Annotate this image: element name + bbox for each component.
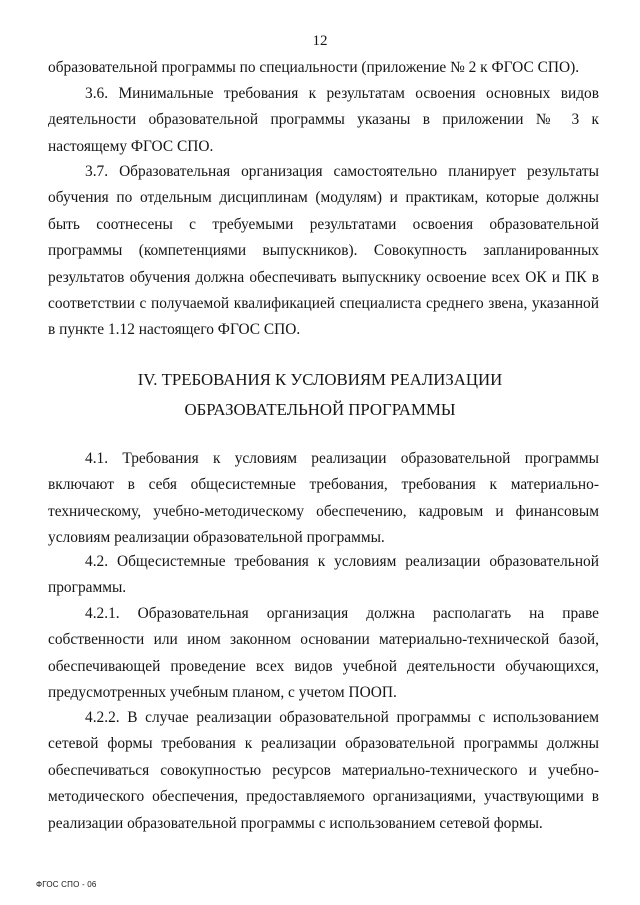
paragraph-4-2-1: 4.2.1. Образовательная организация должна располагать на праве собственности или ином законном основании материально-технической базой, обеспечивающей проведение всех видов учебной деятельности обучающихся, предусмотренных учебным планом, с учетом ПООП. — [48, 605, 599, 702]
paragraph-continuation: образовательной программы по специальности (приложение № 2 к ФГОС СПО). — [48, 59, 580, 76]
footer-code: ФГОС СПО - 06 — [36, 880, 97, 889]
paragraph-4-1: 4.1. Требования к условиям реализации образовательной программы включают в себя общесистемные требования, требования к материально-техническому, учебно-методическому обеспечению, кадровым и финансовым условиям реализации образовательной программы. — [48, 450, 599, 547]
paragraph-4-2-2: 4.2.2. В случае реализации образовательной программы с использованием сетевой формы требования к реализации образовательной программы должны обеспечиваться совокупностью ресурсов материально-технического и учебно-методического обеспечения, предоставляемого организациями, участвующими в реализации образовательной программы с использованием сетевой формы. — [48, 709, 599, 832]
section-heading-line-2: ОБРАЗОВАТЕЛЬНОЙ ПРОГРАММЫ — [184, 400, 456, 419]
paragraph-3-7: 3.7. Образовательная организация самостоятельно планирует результаты обучения по отдельным дисциплинам (модулям) и практикам, которые должны быть соотнесены с требуемыми результатами освоения образовательной программы (компетенциями выпускников). Совокупность запланированных результатов обучения должна обеспечивать выпускнику освоение всех ОК и ПК в соответствии с получаемой квалификацией специалиста среднего звена, указанной в пункте 1.12 настоящего ФГОС СПО. — [48, 163, 599, 339]
page-number: 12 — [312, 33, 328, 49]
paragraph-3-6: 3.6. Минимальные требования к результатам освоения основных видов деятельности образовательной программы указаны в приложении № 3 к настоящему ФГОС СПО. — [48, 85, 599, 155]
section-heading — [0, 365, 640, 425]
paragraph-4-2: 4.2. Общесистемные требования к условиям реализации образовательной программы. — [48, 553, 599, 597]
section-heading-line-1: IV. ТРЕБОВАНИЯ К УСЛОВИЯМ РЕАЛИЗАЦИИ — [137, 370, 503, 389]
